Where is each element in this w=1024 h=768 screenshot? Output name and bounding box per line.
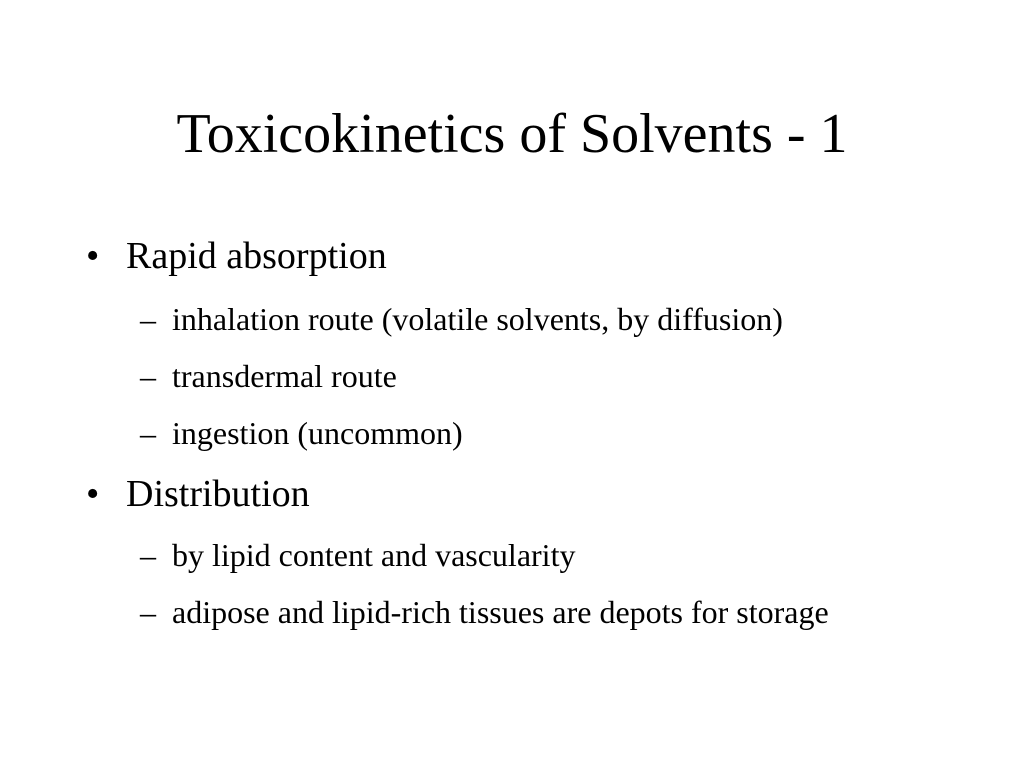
sub-bullet-item xyxy=(140,533,960,577)
sub-bullet-marker: – xyxy=(140,537,156,573)
sub-bullet-item xyxy=(140,354,960,398)
sub-bullet-text: ingestion (uncommon) xyxy=(172,415,463,451)
sub-bullet-marker: – xyxy=(140,594,156,630)
sub-bullet-marker: – xyxy=(140,301,156,337)
sub-bullet-text: inhalation route (volatile solvents, by diffusion) xyxy=(172,301,783,337)
bullet-text: Distribution xyxy=(126,473,310,515)
bullet-marker: • xyxy=(86,473,100,515)
sub-bullet-item xyxy=(140,297,960,341)
slide-title: Toxicokinetics of Solvents - 1 xyxy=(176,103,848,165)
sub-bullet-marker: – xyxy=(140,358,156,394)
sub-bullet-item xyxy=(140,590,900,634)
sub-bullet-text: adipose and lipid-rich tissues are depots for storage xyxy=(172,594,829,630)
sub-bullet-text: transdermal route xyxy=(172,358,397,394)
bullet-marker: • xyxy=(86,235,100,277)
sub-bullet-marker: – xyxy=(140,415,156,451)
bullet-text: Rapid absorption xyxy=(126,235,387,277)
sub-bullet-item xyxy=(140,411,960,455)
sub-bullet-text: by lipid content and vascularity xyxy=(172,537,576,573)
